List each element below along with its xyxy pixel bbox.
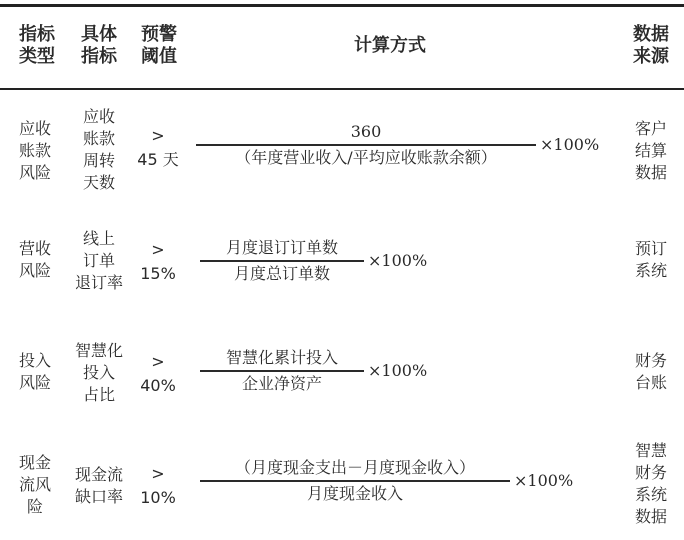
row1-type [12,118,58,184]
indicator-line: 退订率 [74,273,123,292]
threshold-symbol: > [151,352,165,371]
indicator-line: 线上 [82,229,115,248]
row4-threshold [128,462,188,510]
formula-numerator: （月度现金支出－月度现金收入） [234,458,475,477]
header-threshold [134,24,184,68]
type-line: 风险 [18,163,51,182]
row2-source [628,238,674,282]
formula-numerator: 月度退订订单数 [225,238,338,257]
type-line: 营收 [18,239,51,258]
header-source-line: 来源 [633,46,669,67]
source-line: 结算 [634,141,667,160]
row4-type [12,452,58,518]
source-line: 财务 [634,351,667,370]
type-line: 现金 [18,453,51,472]
indicator-line: 应收 [82,107,115,126]
header-source-line: 数据 [633,24,669,45]
indicator-line: 订单 [82,251,115,270]
row2-threshold [128,238,188,286]
threshold-value: 40% [140,376,176,395]
type-line: 流风 [18,475,51,494]
table-header-rule [0,88,684,90]
indicator-line: 现金流 [74,465,123,484]
header-type [12,24,62,68]
type-line: 投入 [18,351,51,370]
type-line: 风险 [18,373,51,392]
threshold-value: 45 天 [137,150,179,169]
threshold-symbol: > [151,464,165,483]
row2-type [12,238,58,282]
row3-type [12,350,58,394]
row3-source [628,350,674,394]
indicator-line: 账款 [82,129,115,148]
formula-multiplier: ×100% [368,361,428,381]
row2-formula [200,236,427,286]
threshold-symbol: > [151,126,165,145]
type-line: 险 [26,497,43,516]
formula-denominator: 月度总订单数 [233,263,330,283]
formula-numerator: 智慧化累计投入 [225,348,338,367]
source-line: 台账 [634,373,667,392]
formula-multiplier: ×100% [540,135,600,155]
formula-multiplier: ×100% [514,471,574,491]
row1-formula [196,120,599,170]
row3-formula [200,346,427,396]
threshold-value: 15% [140,264,176,283]
formula-denominator: 月度现金收入 [306,483,403,503]
threshold-value: 10% [140,488,176,507]
indicator-line: 智慧化 [74,341,123,360]
indicator-line: 周转 [82,151,115,170]
type-line: 应收 [18,119,51,138]
source-line: 系统 [634,261,667,280]
header-indicator [74,24,124,68]
indicator-line: 投入 [82,363,115,382]
source-line: 智慧 [634,441,667,460]
formula-denominator: 企业净资产 [241,373,322,393]
row3-threshold [128,350,188,398]
threshold-symbol: > [151,240,165,259]
table-top-rule [0,4,684,7]
source-line: 数据 [634,163,667,182]
formula-multiplier: ×100% [368,251,428,271]
formula-denominator: （年度营业收入/平均应收账款余额） [235,147,497,167]
indicator-line: 缺口率 [74,487,123,506]
source-line: 预订 [634,239,667,258]
header-threshold-line: 阈值 [141,46,177,67]
row1-threshold [128,124,188,172]
header-method: 计算方式 [354,35,426,56]
row4-indicator [66,464,132,508]
header-threshold-line: 预警 [141,24,177,45]
source-line: 财务 [634,463,667,482]
type-line: 账款 [18,141,51,160]
header-indicator-line: 具体 [81,24,117,45]
row2-indicator [68,228,130,294]
header-source [626,24,676,68]
type-line: 风险 [18,261,51,280]
source-line: 客户 [634,119,667,138]
header-indicator-line: 指标 [81,46,117,67]
row3-indicator [68,340,130,406]
row4-formula [200,456,573,506]
row4-source [628,440,674,528]
row1-indicator [74,106,124,194]
source-line: 系统 [634,485,667,504]
indicator-line: 天数 [82,173,115,192]
source-line: 数据 [634,507,667,526]
header-type-line: 类型 [19,46,55,67]
formula-numerator: 360 [350,122,382,141]
header-type-line: 指标 [19,24,55,45]
indicator-line: 占比 [82,385,115,404]
row1-source [628,118,674,184]
